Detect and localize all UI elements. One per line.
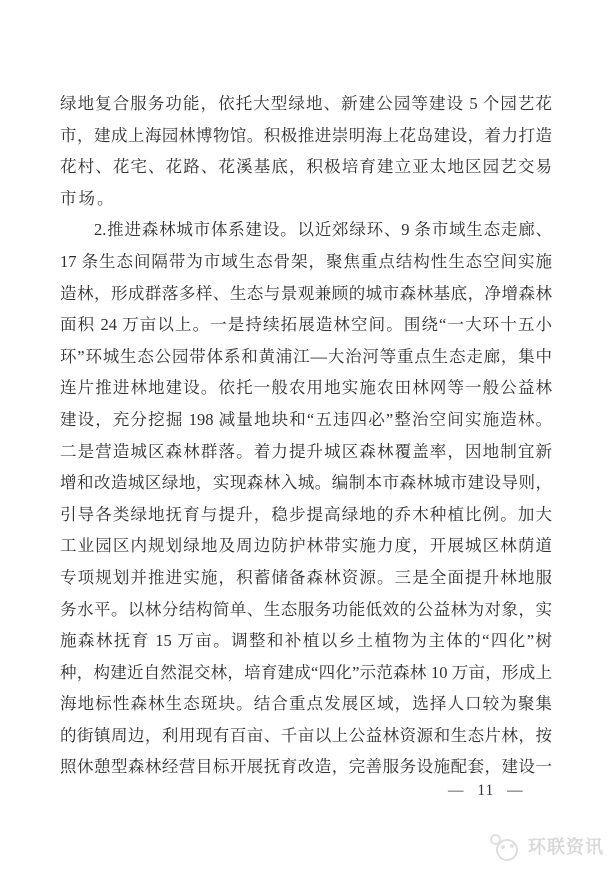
text-line: 增和改造城区绿地，实现森林入城。编制本市森林城市建设导则， (60, 473, 552, 493)
text-line: 17 条生态间隔带为市域生态骨架，聚焦重点结构性生态空间实施 (60, 251, 552, 271)
page-number: — 11 — (448, 782, 524, 799)
text-line: 施森林抚育 15 万亩。调整和补植以乡土植物为主体的“四化”树 (60, 631, 552, 651)
text-line: 海地标性森林生态斑块。结合重点发展区域，选择人口较为聚集 (60, 694, 552, 714)
text-line: 市，建成上海园林博物馆。积极推进崇明海上花岛建设，着力打造 (60, 125, 552, 145)
text-line: 引导各类绿地抚育与提升，稳步提高绿地的乔木种植比例。加大 (60, 504, 552, 524)
body-text (60, 88, 552, 783)
text-line: 面积 24 万亩以上。一是持续拓展造林空间。围绕“一大环十五小 (60, 315, 552, 335)
logo-eye-dot (501, 845, 505, 849)
text-line: 花村、花宅、花路、花溪基底，积极培育建立亚太地区园艺交易 (60, 157, 552, 177)
text-line: 二是营造城区森林群落。着力提升城区森林覆盖率，因地制宜新 (60, 441, 552, 461)
brand-footer (488, 830, 604, 862)
brand-logo-icon (488, 830, 522, 862)
text-line: 种，构建近自然混交林，培育建成“四化”示范森林 10 万亩，形成上 (60, 662, 552, 682)
text-line: 建设，充分挖掘 198 减量地块和“五违四必”整治空间实施造林。 (60, 409, 552, 429)
text-line: 2.推进森林城市体系建设。以近郊绿环、9 条市域生态走廊、 (94, 220, 552, 240)
text-line: 专项规划并推进实施，积蓄储备森林资源。三是全面提升林地服 (60, 567, 552, 587)
text-line: 绿地复合服务功能，依托大型绿地、新建公园等建设 5 个园艺花 (60, 94, 552, 113)
text-line: 市场。 (60, 188, 116, 208)
text-line: 的街镇周边，利用现有百亩、千亩以上公益林资源和生态片林，按 (60, 725, 552, 745)
text-line: 务水平。以林分结构简单、生态服务功能低效的公益林为对象，实 (60, 599, 552, 619)
logo-big-circle (496, 839, 518, 861)
text-line: 环”环城生态公园带体系和黄浦江—大治河等重点生态走廊，集中 (60, 346, 552, 366)
text-line: 照休憩型森林经营目标开展抚育改造，完善服务设施配套，建设一 (60, 757, 552, 777)
logo-eye-dot (510, 844, 514, 848)
text-line: 造林，形成群落多样、生态与景观兼顾的城市森林基底，净增森林 (60, 283, 552, 303)
text-line: 连片推进林地建设。依托一般农用地实施农田林网等一般公益林 (60, 378, 552, 398)
brand-name: 环联资讯 (528, 837, 604, 857)
text-line: 工业园区内规划绿地及周边防护林带实施力度，开展城区林荫道 (60, 536, 552, 556)
